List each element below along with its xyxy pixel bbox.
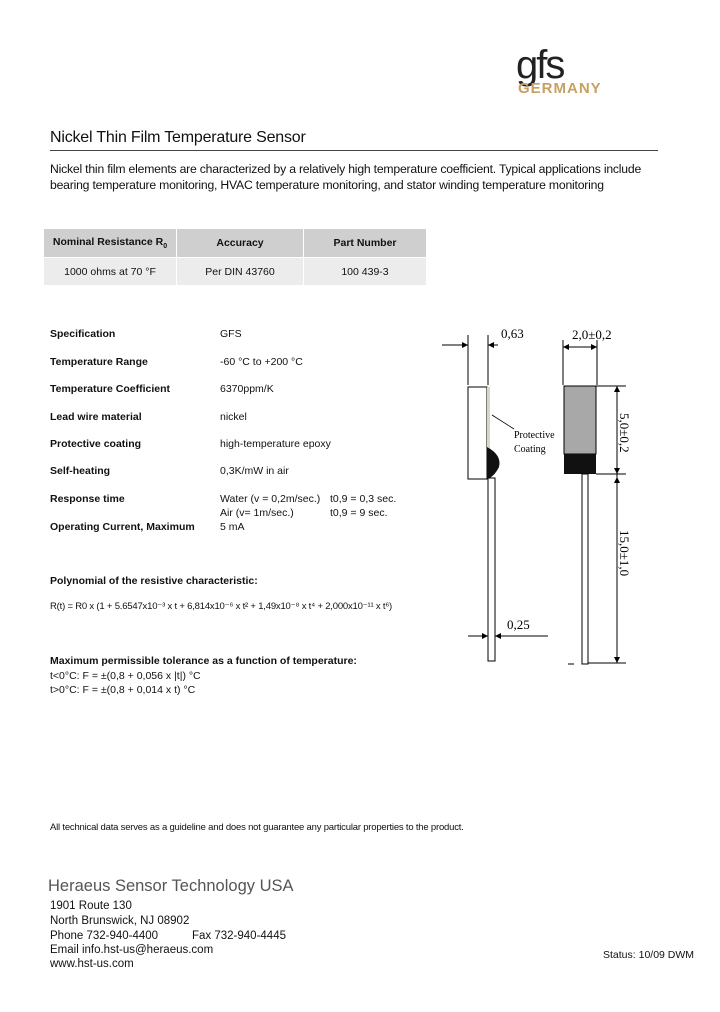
address-street: 1901 Route 130 bbox=[50, 900, 132, 912]
dim-lead-dia-label: 0,25 bbox=[507, 617, 530, 632]
dim-lead-length-label: 15,0±1,0 bbox=[617, 530, 632, 577]
front-view bbox=[563, 327, 632, 664]
spec-value-temp-coefficient: 6370ppm/K bbox=[220, 383, 274, 395]
page-title: Nickel Thin Film Temperature Sensor bbox=[50, 129, 306, 146]
intro-paragraph: Nickel thin film elements are characterized by a relatively high temperature coefficient. Typical applications include bearing temperature monitoring, HVAC temperature monitoring, and stator winding temperature monitoring bbox=[50, 162, 642, 192]
spec-value-self-heating: 0,3K/mW in air bbox=[220, 465, 289, 477]
cell-resistance: 1000 ohms at 70 °F bbox=[44, 258, 177, 286]
dim-width-label: 2,0±0,2 bbox=[572, 327, 612, 342]
table-row bbox=[44, 258, 427, 286]
col-header-resistance: Nominal Resistance $R_0$ bbox=[44, 229, 177, 258]
tolerance-above-zero: t>0°C: F = ±(0,8 + 0,014 x t) °C bbox=[50, 684, 196, 696]
col-header-accuracy: Accuracy bbox=[177, 229, 304, 258]
email-address: Email info.hst-us@heraeus.com bbox=[50, 944, 214, 956]
spec-value-coating: high-temperature epoxy bbox=[220, 438, 331, 450]
side-view-coating bbox=[487, 447, 500, 479]
spec-label-specification: Specification bbox=[50, 328, 116, 340]
spec-label-operating-current: Operating Current, Maximum bbox=[50, 521, 195, 533]
dim-thickness-label: 0,63 bbox=[501, 326, 524, 341]
table-header-row bbox=[44, 229, 427, 258]
address-city: North Brunswick, NJ 08902 bbox=[50, 915, 190, 927]
spec-value-specification: GFS bbox=[220, 328, 242, 340]
disclaimer: All technical data serves as a guideline and does not guarantee any particular properties to the product. bbox=[50, 822, 464, 833]
spec-extra-response-water: t0,9 = 0,3 sec. bbox=[330, 493, 397, 505]
side-view bbox=[442, 326, 555, 661]
front-view-coating bbox=[564, 454, 596, 474]
coating-label-1: Protective bbox=[514, 430, 555, 441]
spec-label-self-heating: Self-heating bbox=[50, 465, 111, 477]
spec-value-operating-current: 5 mA bbox=[220, 521, 245, 533]
coating-label-2: Coating bbox=[514, 444, 546, 455]
fax-number: Fax 732-940-4445 bbox=[192, 930, 286, 942]
spec-value-response-air: Air (v= 1m/sec.) bbox=[220, 507, 294, 519]
front-view-body bbox=[564, 386, 596, 454]
front-view-lead bbox=[582, 474, 588, 664]
title-divider bbox=[50, 150, 658, 151]
logo-subtitle: GERMANY bbox=[518, 80, 602, 96]
spec-label-lead-wire: Lead wire material bbox=[50, 411, 142, 423]
gfs-logo bbox=[514, 48, 620, 96]
side-view-body bbox=[468, 387, 487, 479]
spec-label-temp-coefficient: Temperature Coefficient bbox=[50, 383, 170, 395]
spec-value-lead-wire: nickel bbox=[220, 411, 247, 423]
side-view-element bbox=[487, 387, 490, 457]
phone-number: Phone 732-940-4400 bbox=[50, 930, 159, 942]
spec-value-response-water: Water (v = 0,2m/sec.) bbox=[220, 493, 321, 505]
resistance-table bbox=[44, 229, 427, 285]
tolerance-below-zero: t<0°C: F = ±(0,8 + 0,056 x |t|) °C bbox=[50, 670, 201, 682]
col-header-part-number: Part Number bbox=[304, 229, 427, 258]
spec-extra-response-air: t0,9 = 9 sec. bbox=[330, 507, 388, 519]
spec-label-temp-range: Temperature Range bbox=[50, 356, 148, 368]
status-stamp: Status: 10/09 DWM bbox=[603, 949, 695, 961]
company-name: Heraeus Sensor Technology USA bbox=[48, 877, 294, 895]
dim-height-label: 5,0±0,2 bbox=[617, 413, 632, 453]
sensor-dimension-drawing bbox=[430, 315, 690, 675]
spec-label-response-time: Response time bbox=[50, 493, 125, 505]
website: www.hst-us.com bbox=[50, 958, 134, 970]
spec-label-coating: Protective coating bbox=[50, 438, 142, 450]
tolerance-heading: Maximum permissible tolerance as a function of temperature: bbox=[50, 655, 357, 667]
spec-value-temp-range: -60 °C to +200 °C bbox=[220, 356, 303, 368]
polynomial-formula: R(t) = R0 x (1 + 5.6547x10⁻³ x t + 6,814x10⁻⁶ x t² + 1,49x10⁻⁸ x t⁴ + 2,000x10⁻¹¹ x t⁶) bbox=[50, 601, 392, 612]
side-view-lead bbox=[488, 478, 495, 661]
cell-accuracy: Per DIN 43760 bbox=[177, 258, 304, 286]
cell-part-number: 100 439-3 bbox=[304, 258, 427, 286]
logo-mark: gfs bbox=[516, 48, 564, 87]
polynomial-heading: Polynomial of the resistive characteristic: bbox=[50, 575, 258, 587]
